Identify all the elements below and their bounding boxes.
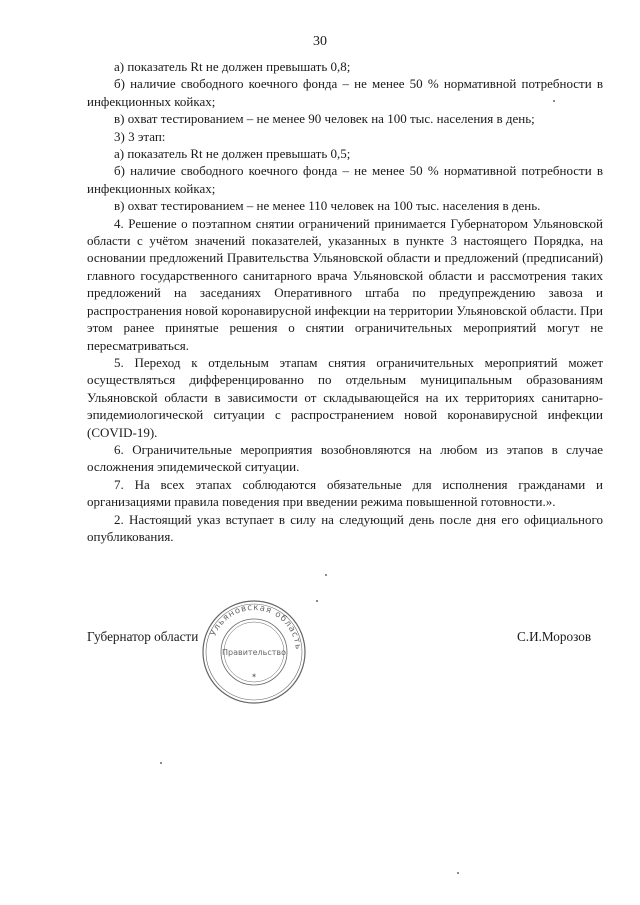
- paragraph: а) показатель Rt не должен превышать 0,5;: [114, 146, 351, 162]
- scan-speck: [325, 574, 327, 576]
- paragraph: 6. Ограничительные мероприятия возобновляются на любом из этапов в случае осложнения эпидемической ситуации.: [87, 441, 603, 475]
- document-body: [87, 58, 603, 545]
- paragraph: в) охват тестированием – не менее 90 человек на 100 тыс. населения в день;: [114, 111, 535, 127]
- paragraph: 5. Переход к отдельным этапам снятия ограничительных мероприятий может осуществляться дифференцированно по отдельным муниципальным образованиям Ульяновской области в зависимости от складывающейся на их территориях санитарно-эпидемиологической ситуации с распространением новой коронавирусной инфекции (COVID-19).: [87, 354, 603, 440]
- paragraph: 7. На всех этапах соблюдаются обязательные для исполнения гражданами и организациями правила поведения при введении режима повышенной готовности.».: [87, 476, 603, 510]
- scan-speck: [553, 100, 555, 102]
- paragraph: 3) 3 этап:: [114, 128, 166, 144]
- seal-center-text: Правительство: [222, 648, 286, 657]
- seal-ring-text: Ульяновская область: [208, 602, 304, 651]
- paragraph: б) наличие свободного коечного фонда – не менее 50 % нормативной потребности в инфекционных койках;: [87, 76, 603, 109]
- seal-star-icon: ✶: [251, 672, 257, 680]
- signature-position: Губернатор области: [87, 629, 199, 644]
- paragraph: 2. Настоящий указ вступает в силу на следующий день после дня его официального опубликования.: [87, 511, 603, 544]
- svg-text:Ульяновская область: [209, 603, 303, 651]
- official-seal: [200, 598, 308, 706]
- paragraph: б) наличие свободного коечного фонда – не менее 50 % нормативной потребности в инфекционных койках;: [87, 163, 603, 196]
- scan-speck: [457, 872, 459, 874]
- scan-speck: [316, 600, 318, 602]
- paragraph: а) показатель Rt не должен превышать 0,8;: [114, 59, 351, 74]
- paragraph: в) охват тестированием – не менее 110 человек на 100 тыс. населения в день.: [114, 198, 541, 214]
- paragraph: 4. Решение о поэтапном снятии ограничений принимается Губернатором Ульяновской области с учётом значений показателей, указанных в пункте 3 настоящего Порядка, на основании предложений Правительства Ульяновской области и предложений (предписаний) главного государственного санитарного врача Ульяновской области и рассмотрения таких предложений на заседаниях Оперативного штаба по предупреждению завоза и распространения новой коронавирусной инфекции на территории Ульяновской области. При этом ранее принятые решения о снятии ограничительных мероприятий могут не пересматриваться.: [87, 215, 603, 353]
- page-number: 30: [313, 34, 327, 49]
- scan-speck: [160, 762, 162, 764]
- signature-name: С.И.Морозов: [517, 629, 592, 644]
